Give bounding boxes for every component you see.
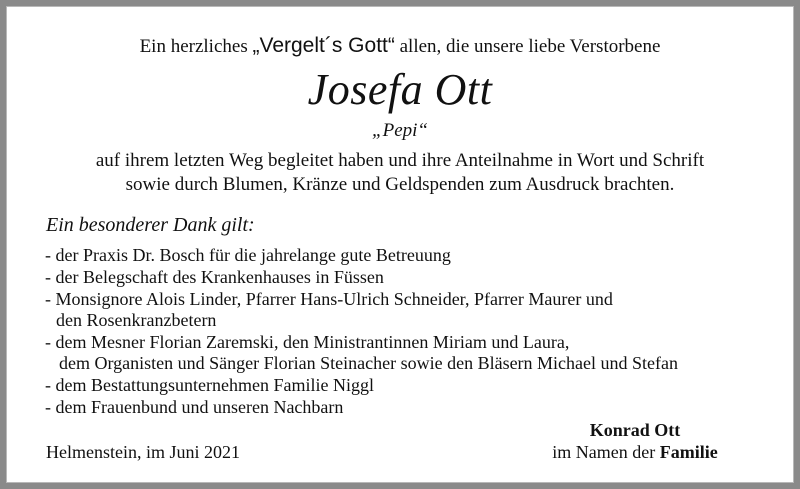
signature-line-text: im Namen der [552,442,660,462]
list-item-continuation: den Rosenkranzbetern [56,310,217,330]
intro-text-after: allen, die unsere liebe Verstorbene [394,36,661,57]
intro-text-before: Ein herzliches [139,36,253,57]
intro-vergelts-gott: „Vergelt´s Gott“ [252,34,395,57]
thanks-line-1: auf ihrem letzten Weg begleitet haben und ihre Anteilnahme in Wort und Schrift [95,150,705,171]
list-item: - dem Mesner Florian Zaremski, den Ministrantinnen Miriam und Laura, [45,332,570,352]
signature-line-family: Familie [659,442,718,462]
signature-name: Konrad Ott [589,420,681,440]
signature-line [530,442,740,463]
intro-line [0,34,800,58]
list-item: - der Belegschaft des Krankenhauses in Füssen [45,267,384,287]
special-thanks-heading: Ein besonderer Dank gilt: [46,214,255,236]
deceased-name: Josefa Ott [307,65,493,114]
list-item: - der Praxis Dr. Bosch für die jahrelange gute Betreuung [45,245,451,265]
list-item: - dem Frauenbund und unseren Nachbarn [45,397,344,417]
list-item: - dem Bestattungsunternehmen Familie Niggl [45,375,374,395]
place-date: Helmenstein, im Juni 2021 [46,442,240,462]
list-item: - Monsignore Alois Linder, Pfarrer Hans-Ulrich Schneider, Pfarrer Maurer und [45,289,613,309]
thanks-line-2: sowie durch Blumen, Kränze und Geldspenden zum Ausdruck brachten. [125,174,675,195]
list-item-continuation: dem Organisten und Sänger Florian Steinacher sowie den Bläsern Michael und Stefan [59,353,679,373]
deceased-nickname: „Pepi“ [372,120,428,141]
